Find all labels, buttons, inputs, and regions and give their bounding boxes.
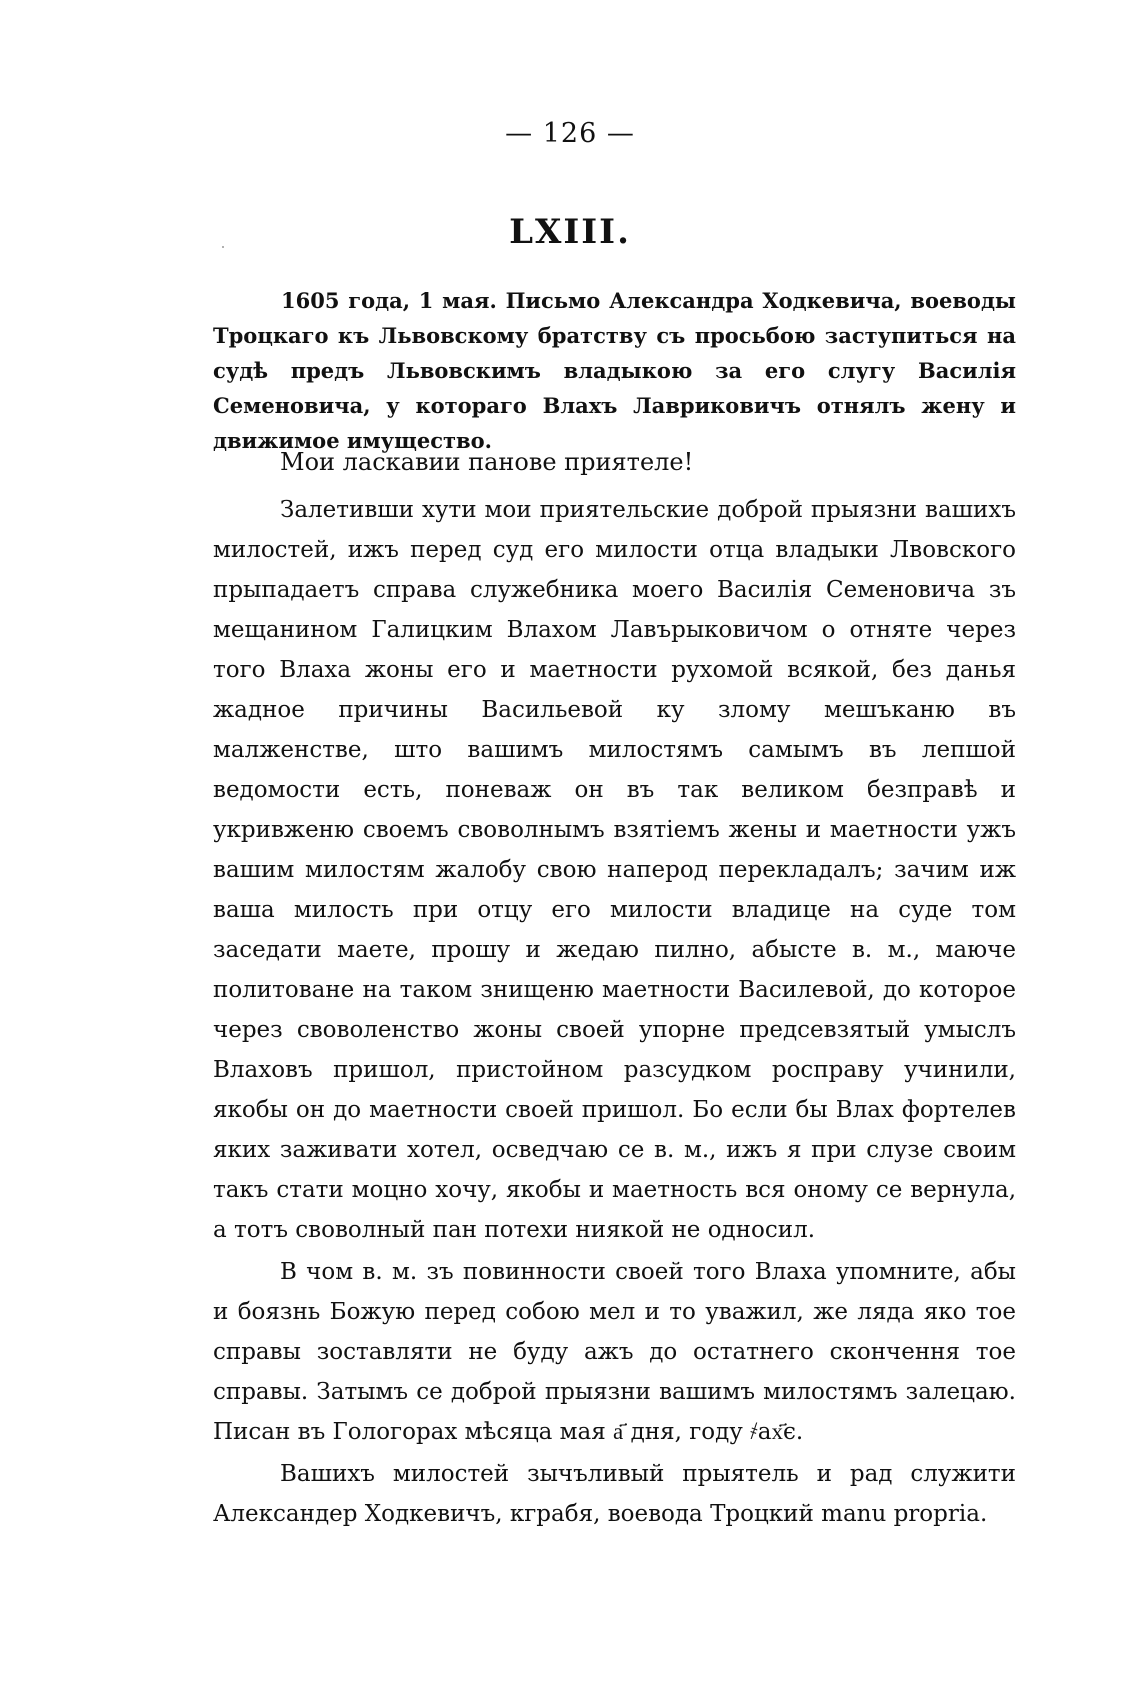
- page-number: — 126 —: [505, 118, 635, 149]
- document-number: LXIII.: [509, 212, 631, 252]
- letter-signature: Вашихъ милостей зычъливый прыятель и рад служити Александер Ходкевичъ, кграбя, воевода Троцкий manu propria.: [213, 1461, 1016, 1527]
- document-summary: 1605 года, 1 мая. Письмо Александра Ходкевича, воеводы Троцкаго къ Львовскому братству съ просьбою заступиться на судѣ предъ Львовскимъ владыкою за его слугу Василія Семеновича, у котораго Влахъ Лавриковичъ отнялъ жену и движимое имущество.: [213, 288, 1016, 453]
- letter-paragraph: В чом в. м. зъ повинности своей того Влаха упомните, абы и боязнь Божую перед собою мел и то уважил, же ляда яко тое справы зоставляти не буду ажъ до остатнего скончення тое справы. Затымъ се доброй прыязни вашимъ милостямъ залецаю. Писан въ Гологорах мѣсяца мая а҃ дня, году ҂ах҃є.: [213, 1259, 1016, 1445]
- letter-salutation: Мои ласкавии панове приятеле!: [280, 448, 694, 476]
- letter-paragraph: Залетивши хути мои приятельские доброй прыязни вашихъ милостей, ижъ перед суд его милости отца владыки Лвовского прыпадаетъ справа служебника моего Василія Семеновича зъ мещанином Галицким Влахом Лавърыковичом о отняте через того Влаха жоны его и маетности рухомой всякой, без данья жадное причины Васильевой ку злому мешъканю въ малженстве, што вашимъ милостямъ самымъ въ лепшой ведомости есть, поневаж он въ так великом безправѣ и укривженю своемъ своволнымъ взятіемъ жены и маетности ужъ вашим милостям жалобу свою наперод перекладалъ; зачим иж ваша милость при отцу его милости владице на суде том заседати маете, прошу и жедаю пилно, абысте в. м., маюче политоване на таком знищеню маетности Василевой, до которое через своволенство жоны своей упорне предсевзятый умыслъ Влаховъ пришол, пристойном разсудком росправу учинили, якобы он до маетности своей пришол. Бо если бы Влах фортелев яких заживати хотел, осведчаю се в. м., ижъ я при слузе своим такъ стати моцно хочу, якобы и маетность вся оному се вернула, а тотъ своволный пан потехи ниякой не односил.: [213, 497, 1016, 1243]
- letter-body: [213, 490, 1016, 1536]
